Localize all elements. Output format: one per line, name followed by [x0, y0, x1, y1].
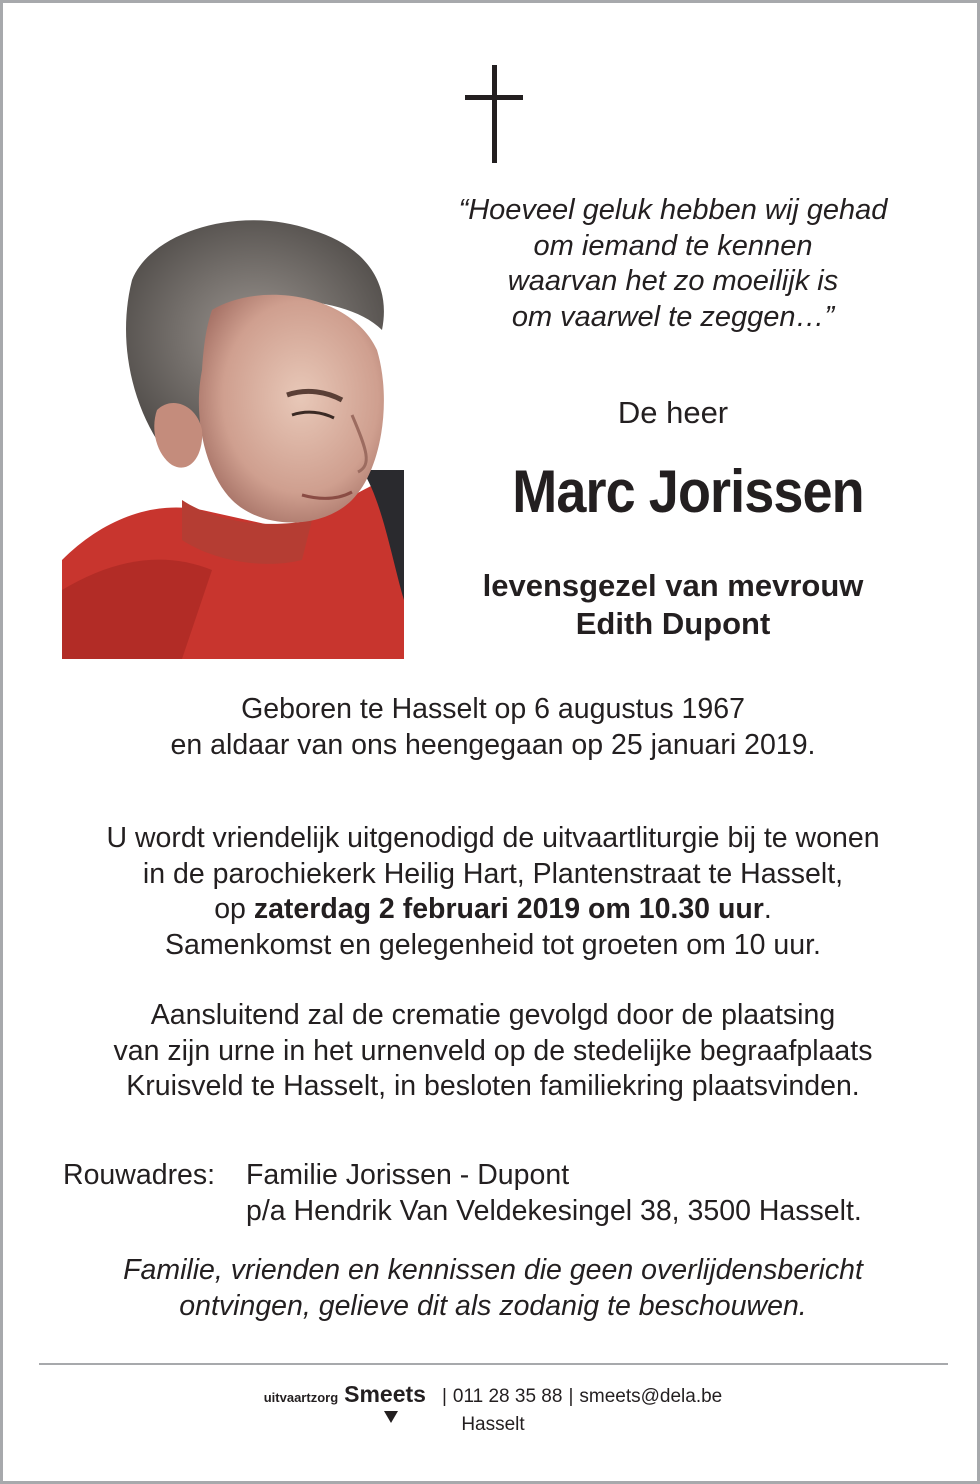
notice-line: Familie, vrienden en kennissen die geen overlijdensbericht [123, 1254, 863, 1286]
phone-number: 011 28 35 88 [452, 1386, 563, 1407]
address-family: Familie Jorissen - Dupont [246, 1159, 570, 1191]
death-line: en aldaar van ons heengegaan op 25 januari 2019. [170, 728, 816, 761]
service-date-line [43, 892, 943, 928]
service-line: in de parochiekerk Heilig Hart, Plantenstraat te Hasselt, [142, 857, 844, 890]
cross-icon [463, 65, 527, 163]
footer-city: Hasselt [461, 1414, 525, 1435]
partner-name: Edith Dupont [575, 606, 771, 641]
birth-death-paragraph [43, 692, 943, 763]
cremation-line: van zijn urne in het urnenveld op de stedelijke begraafplaats [113, 1034, 873, 1067]
address-line [63, 1158, 943, 1194]
footer-divider [39, 1363, 948, 1365]
deceased-name: Marc Jorissen [512, 458, 864, 525]
notice-line: ontvingen, gelieve dit als zodanig te beschouwen. [179, 1289, 807, 1322]
brand-prefix: uitvaartzorg [263, 1390, 339, 1405]
address-street: p/a Hendrik Van Veldekesingel 38, 3500 Hasselt. [246, 1194, 862, 1227]
brand-name: Smeets [344, 1381, 426, 1407]
funeral-home-footer [43, 1381, 943, 1436]
mourning-address [63, 1158, 943, 1229]
birth-line: Geboren te Hasselt op 6 augustus 1967 [241, 693, 745, 725]
quote-line: waarvan het zo moeilijk is [507, 265, 839, 297]
address-line [63, 1194, 943, 1230]
cremation-line: Aansluitend zal de crematie gevolgd door de plaatsing [150, 999, 836, 1031]
service-line: Samenkomst en gelegenheid tot groeten om 10 uur. [165, 928, 821, 961]
quote-line: om iemand te kennen [533, 229, 813, 262]
separator: | [568, 1386, 574, 1407]
address-indent [63, 1194, 246, 1230]
honorific: De heer [617, 395, 729, 430]
partner-line: levensgezel van mevrouw [482, 568, 864, 603]
memorial-quote [408, 193, 938, 335]
notice-paragraph [43, 1253, 943, 1324]
portrait-photo [62, 200, 404, 659]
cremation-line: Kruisveld te Hasselt, in besloten familiekring plaatsvinden. [126, 1070, 860, 1102]
quote-line: “Hoeveel geluk hebben wij gehad [458, 194, 888, 226]
address-label: Rouwadres: [63, 1159, 216, 1191]
service-date: zaterdag 2 februari 2019 om 10.30 uur [253, 893, 764, 925]
separator: | [441, 1386, 447, 1407]
cremation-paragraph [43, 998, 943, 1105]
brand-triangle-icon [342, 1385, 356, 1397]
service-line: U wordt vriendelijk uitgenodigd de uitvaartliturgie bij te wonen [106, 822, 880, 854]
service-date-suffix: . [763, 893, 772, 925]
partner-info [408, 567, 938, 643]
footer-contact-line [264, 1381, 723, 1408]
quote-line: om vaarwel te zeggen…” [511, 300, 835, 333]
email-address: smeets@dela.be [579, 1386, 723, 1407]
service-date-prefix: op [214, 893, 254, 925]
service-paragraph [43, 821, 943, 963]
